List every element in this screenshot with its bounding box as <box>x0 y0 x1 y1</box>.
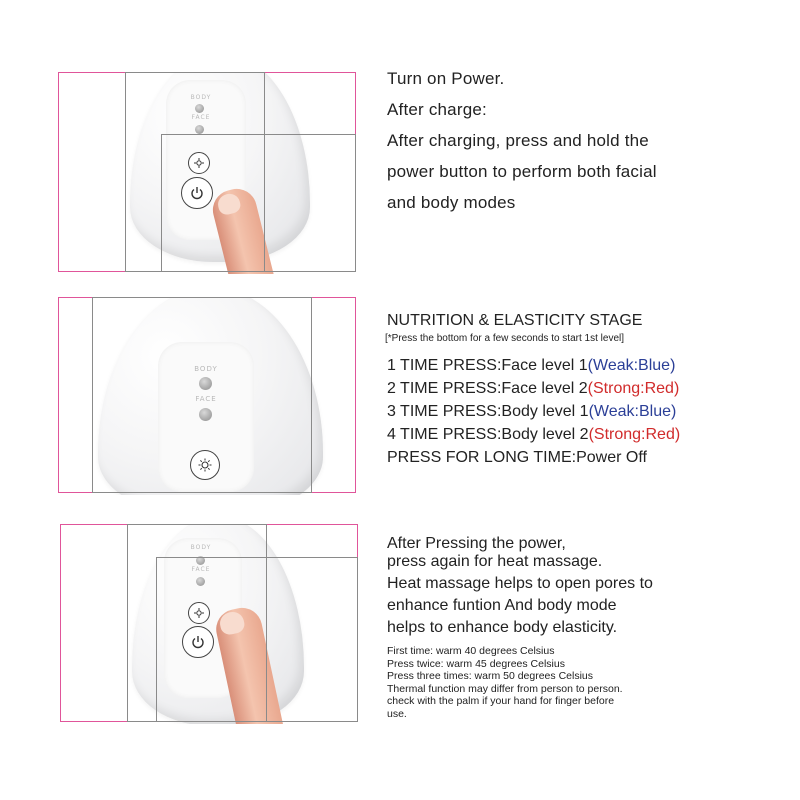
body-label: BODY <box>190 544 212 551</box>
step-prefix: 1 TIME PRESS: <box>387 357 502 374</box>
step-prefix: 3 TIME PRESS: <box>387 403 502 420</box>
detail-line: check with the palm if your hand for finger before <box>387 695 615 707</box>
step-text: Body level 1 <box>501 403 589 420</box>
section1-text <box>387 63 787 218</box>
step-row-1 <box>387 354 787 377</box>
section2-title: NUTRITION & ELASTICITY STAGE <box>387 312 643 329</box>
step-tag: (Weak:Blue) <box>588 403 677 420</box>
guide-frame <box>92 297 312 493</box>
step-row-3 <box>387 400 787 423</box>
section3-text <box>387 535 792 720</box>
step-row-2 <box>387 377 787 400</box>
device-image-power-on <box>58 72 358 274</box>
device-image-levels <box>58 297 358 495</box>
text-line: enhance funtion And body mode <box>387 597 617 614</box>
section2-text <box>387 310 787 469</box>
step-tag: (Weak:Blue) <box>587 357 676 374</box>
step-tag: (Strong:Red) <box>588 426 681 443</box>
text-line: press again for heat massage. <box>387 553 603 570</box>
body-label: BODY <box>194 365 218 373</box>
step-text: Face level 2 <box>501 380 588 397</box>
detail-line: Press three times: warm 50 degrees Celsius <box>387 670 593 682</box>
face-label: FACE <box>195 395 217 403</box>
detail-line: Press twice: warm 45 degrees Celsius <box>387 657 565 670</box>
long-press-prefix: PRESS FOR LONG TIME: <box>387 449 577 466</box>
step-text: Face level 1 <box>501 357 588 374</box>
guide-frame-inner <box>161 134 356 272</box>
section2-note: [*Press the bottom for a few seconds to start 1st level] <box>385 333 624 344</box>
text-line: After Pressing the power, <box>387 535 566 552</box>
device-image-heat <box>60 524 360 724</box>
long-press-row <box>387 446 787 469</box>
detail-line: Thermal function may differ from person to person. <box>387 682 623 695</box>
face-label: FACE <box>191 566 211 573</box>
face-label: FACE <box>191 114 211 121</box>
long-press-text: Power Off <box>576 449 647 466</box>
detail-line: First time: warm 40 degrees Celsius <box>387 645 555 657</box>
step-row-4 <box>387 423 787 446</box>
detail-line: use. <box>387 707 407 720</box>
text-line: and body modes <box>387 193 516 212</box>
step-prefix: 4 TIME PRESS: <box>387 426 502 443</box>
body-label: BODY <box>190 94 212 101</box>
text-line: After charging, press and hold the <box>387 131 649 150</box>
step-text: Body level 2 <box>501 426 589 443</box>
guide-frame-inner <box>156 557 358 722</box>
text-line: Heat massage helps to open pores to <box>387 575 653 592</box>
step-tag: (Strong:Red) <box>587 380 680 397</box>
text-line: helps to enhance body elasticity. <box>387 619 618 636</box>
text-line: Turn on Power. <box>387 69 505 88</box>
step-prefix: 2 TIME PRESS: <box>387 380 502 397</box>
text-line: power button to perform both facial <box>387 162 657 181</box>
text-line: After charge: <box>387 100 487 119</box>
